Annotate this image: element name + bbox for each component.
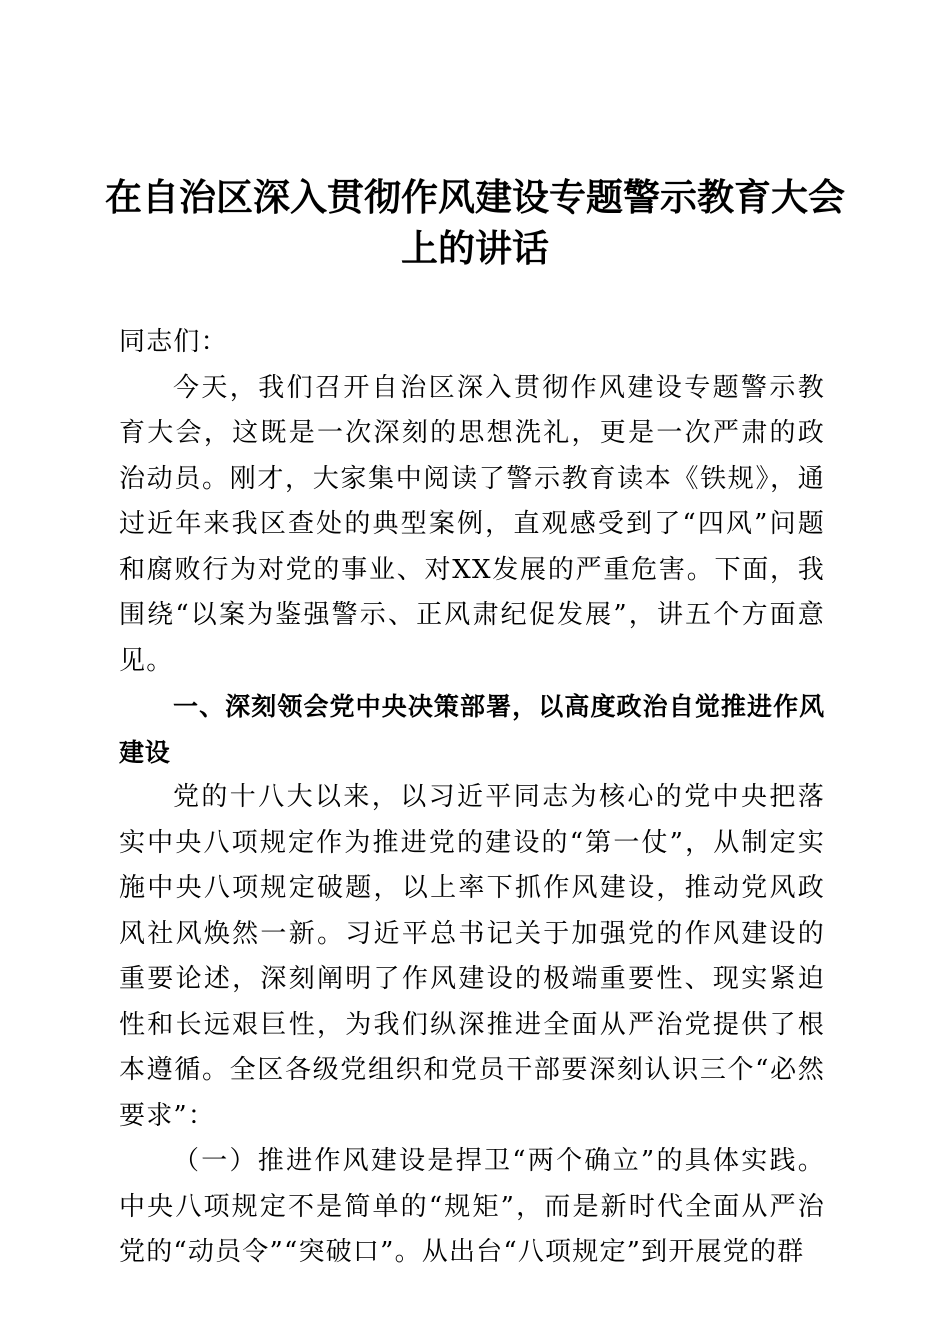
paragraph-section-1: 党的十八大以来，以习近平同志为核心的党中央把落实中央八项规定作为推进党的建设的“第一仗”，从制定实施中央八项规定破题，以上率下抓作风建设，推动党风政风社风焕然一新。习近平总书记关于加强党的作风建设的重要论述，深刻阐明了作风建设的极端重要性、现实紧迫性和长远艰巨性，为我们纵深推进全面从严治党提供了根本遵循。全区各级党组织和党员干部要深刻认识三个“必然要求”： xyxy=(119,782,825,1131)
document-title: 在自治区深入贯彻作风建设专题警示教育大会上的讲话 xyxy=(105,175,845,270)
document-body xyxy=(119,320,825,1276)
section-heading-1: 一、深刻领会党中央决策部署，以高度政治自觉推进作风建设 xyxy=(119,692,825,767)
paragraph-intro: 今天，我们召开自治区深入贯彻作风建设专题警示教育大会，这既是一次深刻的思想洗礼，更是一次严肃的政治动员。刚才，大家集中阅读了警示教育读本《铁规》，通过近年来我区查处的典型案例，直观感受到了“四风”问题和腐败行为对党的事业、对XX发展的严重危害。下面，我围绕“以案为鉴强警示、正风肃纪促发展”，讲五个方面意见。 xyxy=(119,372,825,676)
salutation: 同志们： xyxy=(119,327,228,357)
paragraph-subsection-1: （一）推进作风建设是捍卫“两个确立”的具体实践。中央八项规定不是简单的“规矩”，而是新时代全面从严治党的“动员令”“突破口”。从出台“八项规定”到开展党的群 xyxy=(119,1146,825,1267)
